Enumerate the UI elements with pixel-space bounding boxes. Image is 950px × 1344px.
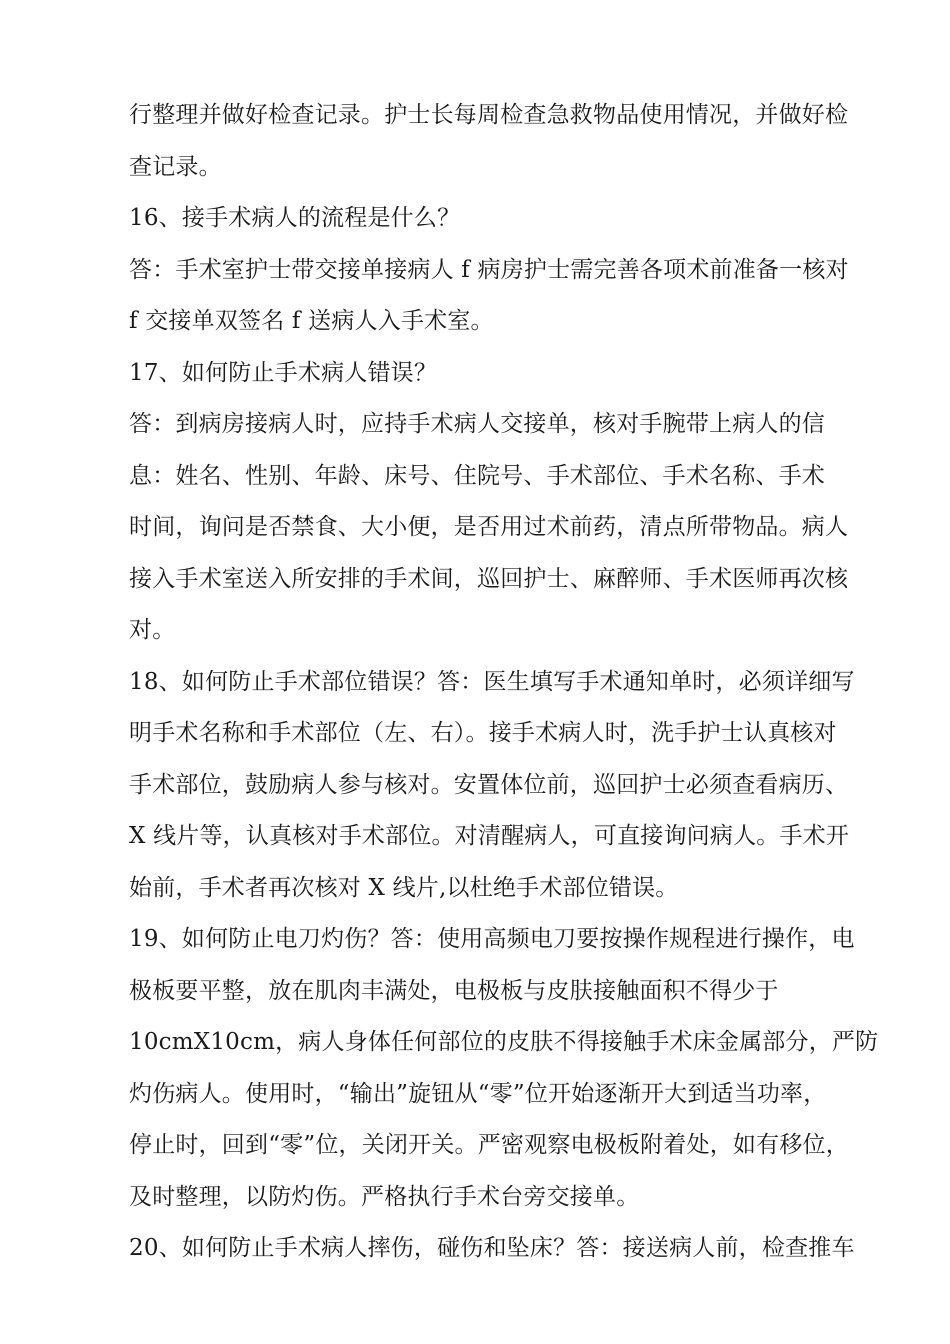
text-line: 接入手术室送入所安排的手术间，巡回护士、麻醉师、手术医师再次核 <box>129 565 849 592</box>
text-line: 对。 <box>129 617 176 643</box>
text-line: 答：到病房接病人时，应持手术病人交接单，核对手腕带上病人的信 <box>129 411 825 437</box>
text-line: 及时整理，以防灼伤。严格执行手术台旁交接单。 <box>129 1183 640 1210</box>
question-heading: 16、接手术病人的流程是什么？ <box>129 205 461 231</box>
text-line: 时间，询问是否禁食、大小便，是否用过术前药，清点所带物品。病人 <box>129 514 849 540</box>
question-heading: 17、如何防止手术病人错误？ <box>129 359 438 386</box>
text-line: 始前，手术者再次核对 X 线片,以杜绝手术部位错误。 <box>129 874 679 901</box>
text-line: 灼伤病人。使用时，“输出”旋钮从“零”位开始逐渐开大到适当功率， <box>129 1080 827 1107</box>
text-line: 手术部位，鼓励病人参与核对。安置体位前，巡回护士必须查看病历、 <box>129 771 849 798</box>
text-line: 息：姓名、性别、年龄、床号、住院号、手术部位、手术名称、手术 <box>129 462 825 489</box>
text-line: f 交接单双签名 f 送病人入手术室。 <box>129 308 494 334</box>
text-line: X 线片等，认真核对手术部位。对清醒病人，可直接询问病人。手术开 <box>129 823 850 849</box>
question-paragraph: 19、如何防止电刀灼伤？答：使用高频电刀要按操作规程进行操作，电 <box>129 926 855 952</box>
body-text <box>129 90 879 1275</box>
text-line: 查记录。 <box>129 153 222 180</box>
text-line: 10cmX10cm，病人身体任何部位的皮肤不得接触手术床金属部分，严防 <box>129 1029 879 1055</box>
text-line: 明手术名称和手术部位（左、右）。接手术病人时，洗手护士认真核对 <box>129 720 837 746</box>
text-line: 停止时，回到“零”位，关闭开关。严密观察电极板附着处，如有移位， <box>129 1132 849 1158</box>
question-paragraph: 20、如何防止手术病人摔伤，碰伤和坠床？答：接送病人前，检查推车 <box>129 1235 855 1261</box>
text-line: 极板要平整，放在肌肉丰满处，电极板与皮肤接触面积不得少于 <box>129 977 779 1004</box>
text-line: 行整理并做好检查记录。护士长每周检查急救物品使用情况，并做好检 <box>129 102 849 128</box>
question-paragraph: 18、如何防止手术部位错误？答：医生填写手术通知单时，必须详细写 <box>129 668 855 695</box>
text-line: 答：手术室护士带交接单接病人 f 病房护士需完善各项术前准备一核对 <box>129 256 849 283</box>
